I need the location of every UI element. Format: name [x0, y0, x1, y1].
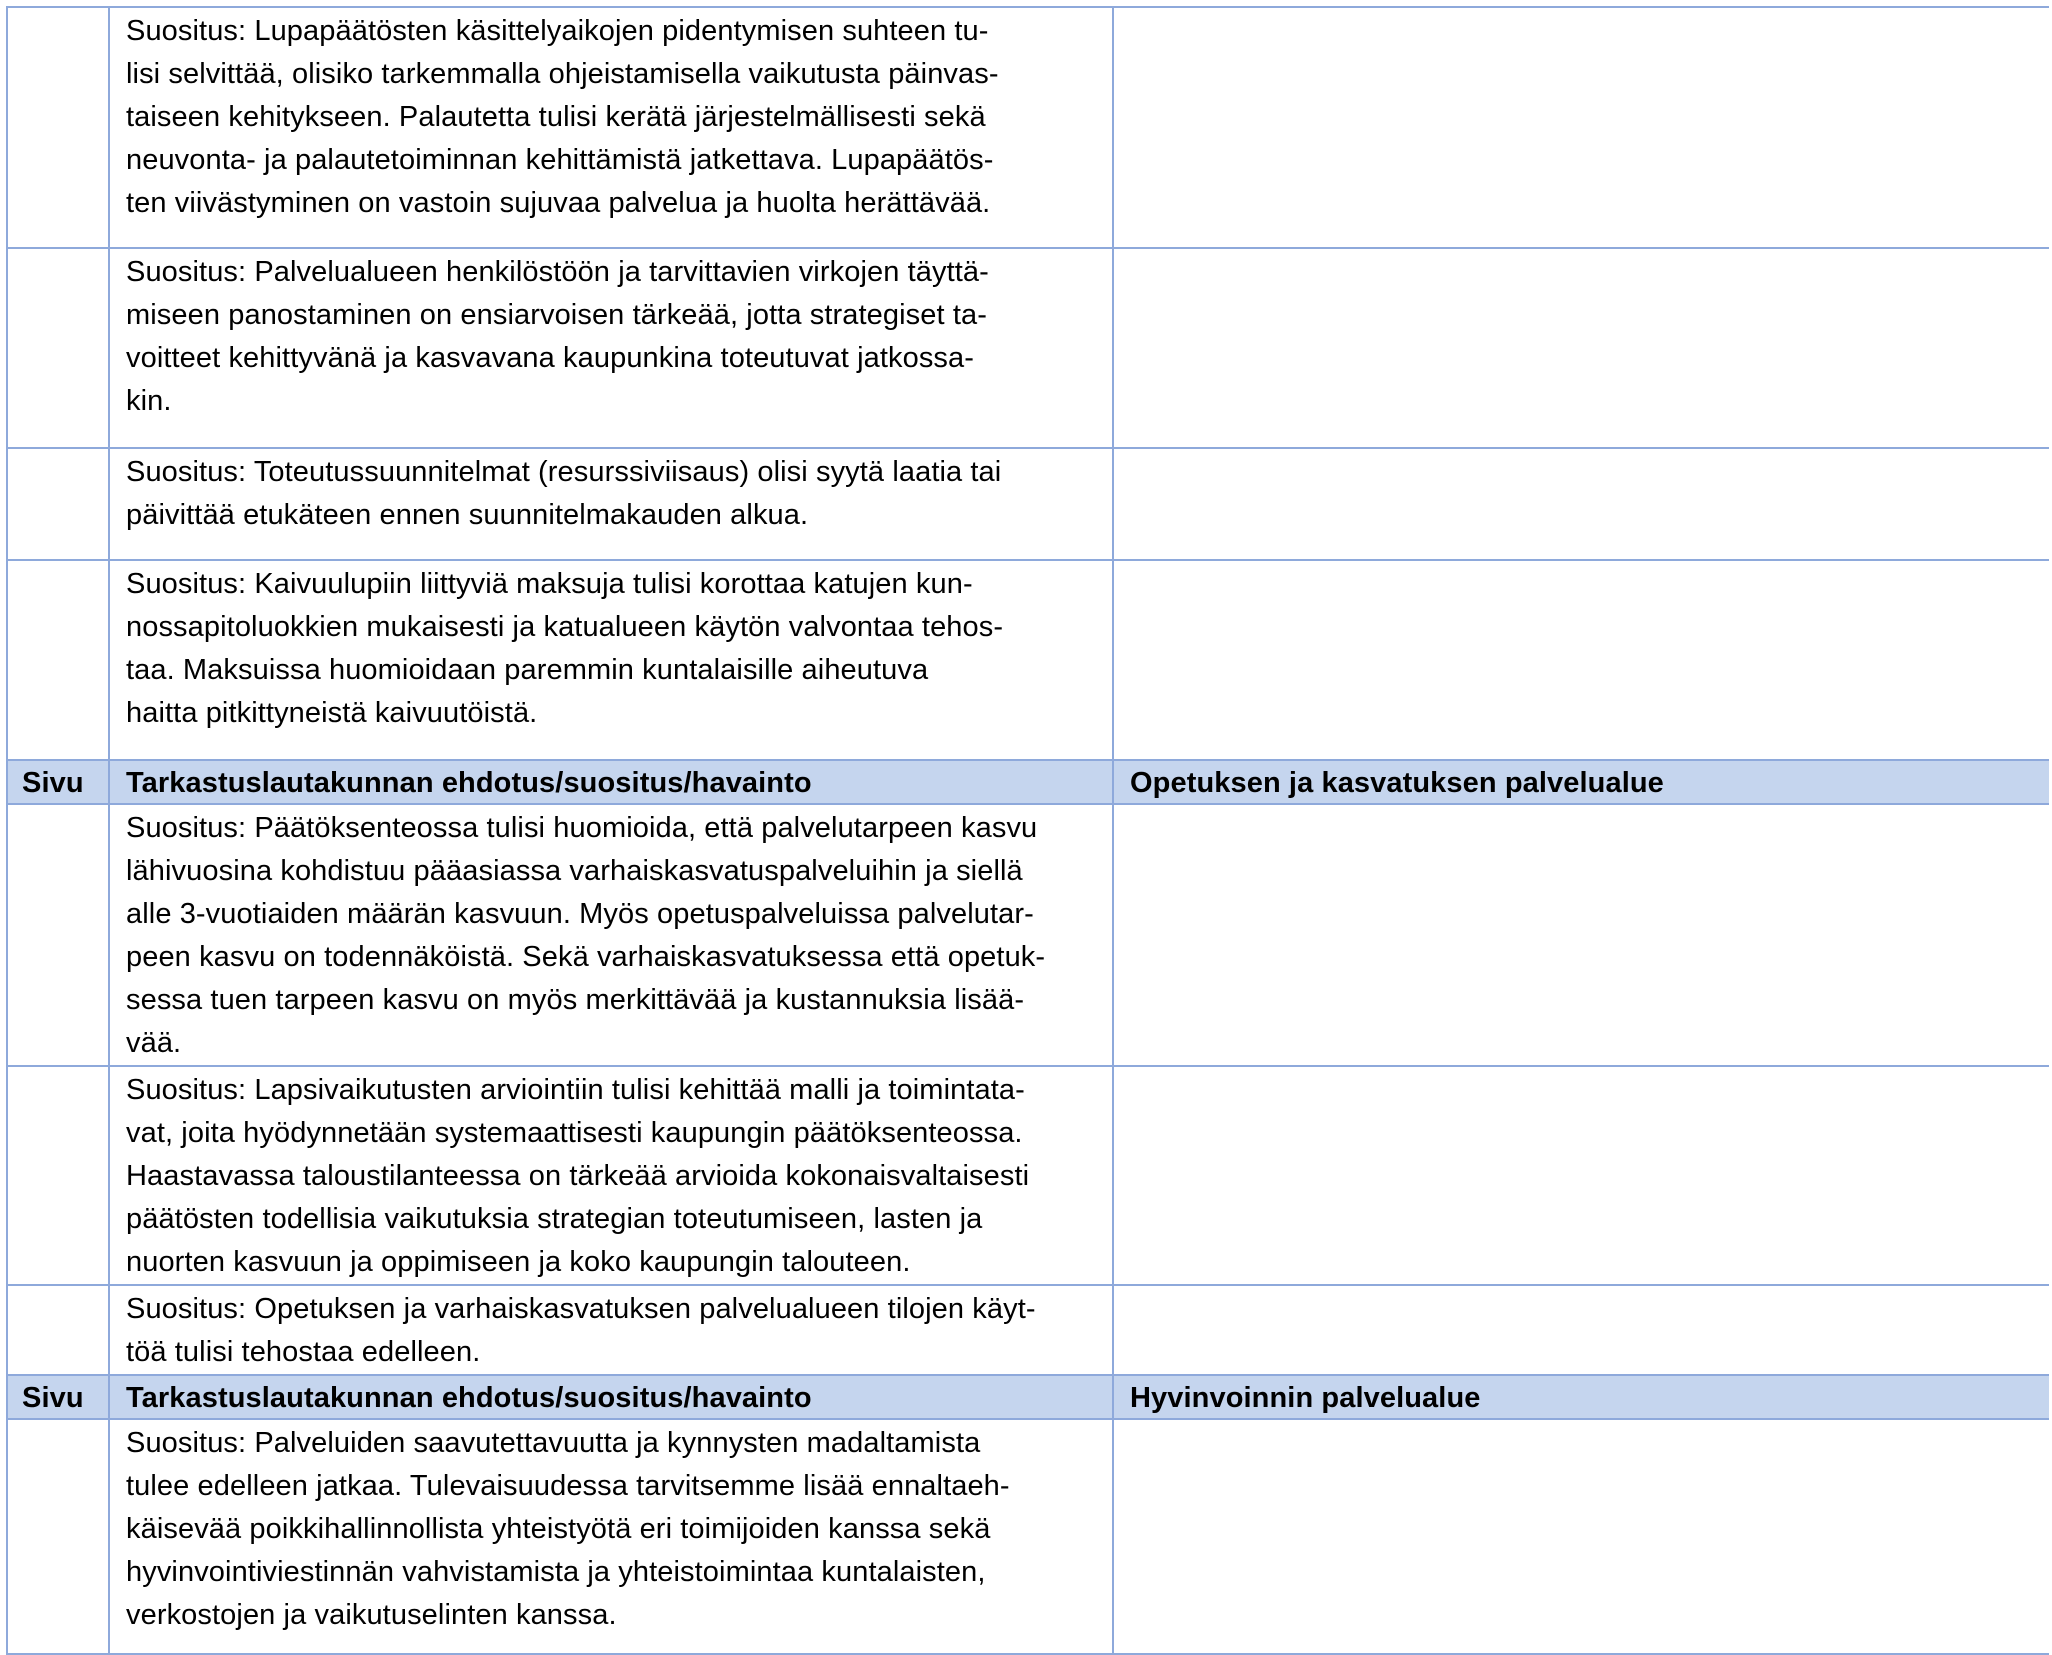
text-line: lähivuosina kohdistuu pääasiassa varhaiskasvatuspalveluihin ja siellä	[126, 855, 1023, 887]
text-line: Suositus: Lapsivaikutusten arviointiin tulisi kehittää malli ja toimintata-	[126, 1074, 1025, 1106]
response-cell	[1113, 1285, 2049, 1375]
text-line: taiseen kehitykseen. Palautetta tulisi kerätä järjestelmällisesti sekä	[126, 101, 986, 133]
text-line: sessa tuen tarpeen kasvu on myös merkittävää ja kustannuksia lisää-	[126, 984, 1025, 1016]
recommendation-cell	[109, 1419, 1113, 1654]
text-line: päivittää etukäteen ennen suunnitelmakauden alkua.	[126, 499, 809, 531]
text-line: neuvonta- ja palautetoiminnan kehittämistä jatkettava. Lupapäätös-	[126, 144, 994, 176]
text-line: tulee edelleen jatkaa. Tulevaisuudessa tarvitsemme lisää ennaltaeh-	[126, 1470, 1010, 1502]
response-cell	[1113, 1066, 2049, 1285]
text-line: Suositus: Toteutussuunnitelmat (resurssiviisaus) olisi syytä laatia tai	[126, 456, 1002, 488]
response-cell	[1113, 7, 2049, 248]
text-line: lisi selvittää, olisiko tarkemmalla ohjeistamisella vaikutusta päinvas-	[126, 58, 999, 90]
section-header-row	[7, 1375, 2049, 1419]
recommendation-cell	[109, 448, 1113, 560]
response-cell	[1113, 448, 2049, 560]
recommendation-cell	[109, 560, 1113, 760]
response-cell	[1113, 1419, 2049, 1654]
text-line: taa. Maksuissa huomioidaan paremmin kuntalaisille aiheutuva	[126, 654, 929, 686]
text-line: Haastavassa taloustilanteessa on tärkeää arvioida kokonaisvaltaisesti	[126, 1160, 1030, 1192]
proposal-column-header: Tarkastuslautakunnan ehdotus/suositus/havainto	[109, 760, 1113, 804]
table-row	[7, 1419, 2049, 1654]
text-line: hyvinvointiviestinnän vahvistamista ja yhteistoimintaa kuntalaisten,	[126, 1556, 986, 1588]
text-line: Suositus: Opetuksen ja varhaiskasvatuksen palvelualueen tilojen käyt-	[126, 1293, 1036, 1325]
page-column-header: Sivu	[7, 1375, 109, 1419]
page-cell	[7, 1066, 109, 1285]
recommendation-cell	[109, 804, 1113, 1066]
text-line: alle 3-vuotiaiden määrän kasvuun. Myös opetuspalveluissa palvelutar-	[126, 898, 1034, 930]
page-cell	[7, 804, 109, 1066]
text-line: käisevää poikkihallinnollista yhteistyötä eri toimijoiden kanssa sekä	[126, 1513, 991, 1545]
table-row	[7, 1066, 2049, 1285]
text-line: miseen panostaminen on ensiarvoisen tärkeää, jotta strategiset ta-	[126, 299, 987, 331]
response-cell	[1113, 560, 2049, 760]
text-line: Suositus: Palveluiden saavutettavuutta ja kynnysten madaltamista	[126, 1427, 981, 1459]
text-line: Suositus: Palvelualueen henkilöstöön ja tarvittavien virkojen täyttä-	[126, 256, 989, 288]
page-cell	[7, 1285, 109, 1375]
text-line: kin.	[126, 385, 172, 417]
text-line: haitta pitkittyneistä kaivuutöistä.	[126, 697, 538, 729]
table-row	[7, 804, 2049, 1066]
response-cell	[1113, 248, 2049, 448]
page-cell	[7, 560, 109, 760]
recommendation-cell	[109, 248, 1113, 448]
recommendation-cell	[109, 7, 1113, 248]
text-line: nossapitoluokkien mukaisesti ja katualueen käytön valvontaa tehos-	[126, 611, 1004, 643]
service-area-header: Opetuksen ja kasvatuksen palvelualue	[1113, 760, 2049, 804]
text-line: peen kasvu on todennäköistä. Sekä varhaiskasvatuksessa että opetuk-	[126, 941, 1046, 973]
table-row	[7, 7, 2049, 248]
text-line: töä tulisi tehostaa edelleen.	[126, 1336, 481, 1368]
page-cell	[7, 248, 109, 448]
text-line: päätösten todellisia vaikutuksia strategian toteutumiseen, lasten ja	[126, 1203, 983, 1235]
page-cell	[7, 448, 109, 560]
text-line: Suositus: Kaivuulupiin liittyviä maksuja tulisi korottaa katujen kun-	[126, 568, 973, 600]
text-line: Suositus: Lupapäätösten käsittelyaikojen pidentymisen suhteen tu-	[126, 15, 989, 47]
recommendations-table	[6, 6, 2049, 1655]
text-line: Suositus: Päätöksenteossa tulisi huomioida, että palvelutarpeen kasvu	[126, 812, 1038, 844]
table-row	[7, 560, 2049, 760]
page-cell	[7, 1419, 109, 1654]
recommendation-cell	[109, 1066, 1113, 1285]
proposal-column-header: Tarkastuslautakunnan ehdotus/suositus/havainto	[109, 1375, 1113, 1419]
text-line: voitteet kehittyvänä ja kasvavana kaupunkina toteutuvat jatkossa-	[126, 342, 975, 374]
table-row	[7, 448, 2049, 560]
section-header-row	[7, 760, 2049, 804]
page-cell	[7, 7, 109, 248]
text-line: ten viivästyminen on vastoin sujuvaa palvelua ja huolta herättävää.	[126, 187, 991, 219]
service-area-header: Hyvinvoinnin palvelualue	[1113, 1375, 2049, 1419]
text-line: verkostojen ja vaikutuselinten kanssa.	[126, 1599, 617, 1631]
table-row	[7, 248, 2049, 448]
text-line: nuorten kasvuun ja oppimiseen ja koko kaupungin talouteen.	[126, 1246, 911, 1278]
response-cell	[1113, 804, 2049, 1066]
table-row	[7, 1285, 2049, 1375]
text-line: vat, joita hyödynnetään systemaattisesti kaupungin päätöksenteossa.	[126, 1117, 1023, 1149]
text-line: vää.	[126, 1027, 182, 1059]
recommendation-cell	[109, 1285, 1113, 1375]
page-column-header: Sivu	[7, 760, 109, 804]
